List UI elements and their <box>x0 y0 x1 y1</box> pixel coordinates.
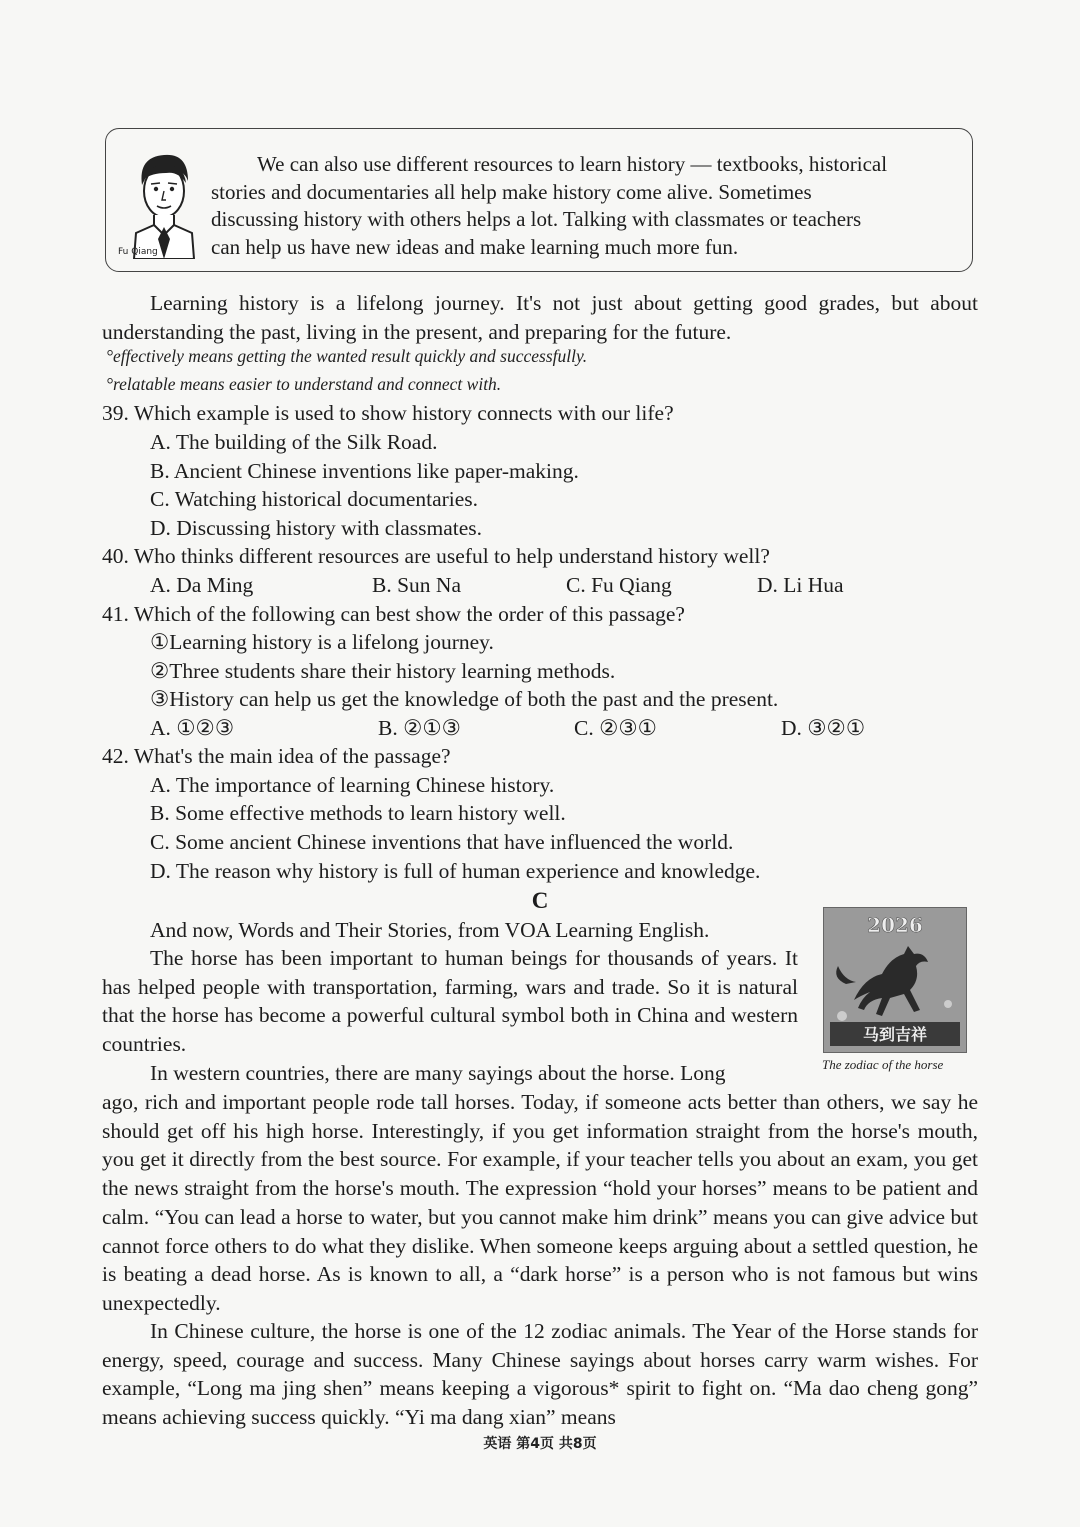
speech-line: stories and documentaries all help make history come alive. Sometimes <box>211 179 812 204</box>
page-footer: 英语 第4页 共8页 <box>483 1436 597 1452</box>
question-39-option-c: C. Watching historical documentaries. <box>150 487 479 511</box>
question-41-option-b: B. ②①③ <box>378 716 461 740</box>
horse-zodiac-image <box>823 907 967 1053</box>
section-c-paragraph-2-start: In western countries, there are many sayings about the horse. Long <box>150 1061 726 1085</box>
image-year-text: 2026 <box>867 913 923 937</box>
section-c-intro: And now, Words and Their Stories, from VOA Learning English. <box>150 918 710 942</box>
question-39-option-a: A. The building of the Silk Road. <box>150 430 438 454</box>
question-40-option-d: D. Li Hua <box>757 573 844 597</box>
question-41-stem: 41. Which of the following can best show the order of this passage? <box>102 602 685 626</box>
question-39-stem: 39. Which example is used to show history connects with our life? <box>102 401 674 425</box>
question-41-statement-2: ②Three students share their history learning methods. <box>150 659 616 683</box>
section-c-heading: C <box>531 888 549 913</box>
question-42-option-c: C. Some ancient Chinese inventions that have influenced the world. <box>150 830 734 854</box>
section-c-paragraph-3: In Chinese culture, the horse is one of the 12 zodiac animals. The Year of the Horse stands for energy, speed, courage and success. Many Chinese sayings about horses carry warm wishes. For example, “Long ma jing shen” means keeping a vigorous* spirit to fight on. “Ma dao cheng gong” means achieving success quickly. “Yi ma dang xian” means <box>102 1319 978 1430</box>
question-41-statement-3: ③History can help us get the knowledge of both the past and the present. <box>150 687 779 711</box>
question-41-option-a: A. ①②③ <box>150 716 235 740</box>
image-banner-text: 马到吉祥 <box>862 1025 928 1044</box>
question-42-option-b: B. Some effective methods to learn history well. <box>150 801 566 825</box>
question-42-option-d: D. The reason why history is full of human experience and knowledge. <box>150 859 761 883</box>
question-41-option-d: D. ③②① <box>781 716 866 740</box>
student-avatar <box>124 147 204 259</box>
question-41-statement-1: ①Learning history is a lifelong journey. <box>150 630 494 654</box>
question-39-option-d: D. Discussing history with classmates. <box>150 516 483 540</box>
horse-image-caption: The zodiac of the horse <box>822 1057 944 1072</box>
student-speech-box <box>105 128 973 272</box>
question-40-option-c: C. Fu Qiang <box>566 573 672 597</box>
section-c-paragraph-2: ago, rich and important people rode tall horses. Today, if someone acts better than others, we say he should get off his high horse. Interestingly, if you get information straight from the horse's mouth, you get it directly from the best source. For example, if your teacher tells you about an exam, you get the news straight from the horse's mouth. The expression “hold your horses” means to be patient and calm. “You can lead a horse to water, but you cannot make him drink” means you can give advice but cannot force others to do what they dislike. When someone keeps arguing about a settled question, he is beating a dead horse. As is known to all, a “dark horse” is a person who is not famous but wins unexpectedly. <box>102 1090 978 1315</box>
speech-text <box>211 151 963 261</box>
question-40-option-a: A. Da Ming <box>150 573 254 597</box>
question-39-option-b: B. Ancient Chinese inventions like paper-making. <box>150 459 579 483</box>
student-portrait-icon <box>124 147 204 259</box>
question-42-option-a: A. The importance of learning Chinese history. <box>150 773 555 797</box>
speech-line: discussing history with others helps a lot. Talking with classmates or teachers <box>211 207 862 231</box>
footnote-effectively: °effectively means getting the wanted result quickly and successfully. <box>106 346 588 366</box>
question-42-stem: 42. What's the main idea of the passage? <box>102 744 451 768</box>
question-40-option-b: B. Sun Na <box>372 573 461 597</box>
question-40-stem: 40. Who thinks different resources are useful to help understand history well? <box>102 544 770 568</box>
section-c-paragraph-1: The horse has been important to human beings for thousands of years. It has helped people with transportation, farming, wars and trade. So it is natural that the horse has become a powerful cultural symbol both in China and western countries. <box>102 946 798 1057</box>
question-41-option-c: C. ②③① <box>574 716 657 740</box>
horse-illustration-icon <box>824 908 966 1052</box>
footnote-relatable: °relatable means easier to understand and connect with. <box>106 374 502 394</box>
speech-line: can help us have new ideas and make learning much more fun. <box>211 234 739 259</box>
avatar-name-label: Fu Qiang <box>118 247 158 257</box>
speech-line: We can also use different resources to learn history — textbooks, historical <box>257 152 888 176</box>
conclusion-paragraph: Learning history is a lifelong journey. It's not just about getting good grades, but about understanding the past, living in the present, and preparing for the future. <box>102 291 978 344</box>
